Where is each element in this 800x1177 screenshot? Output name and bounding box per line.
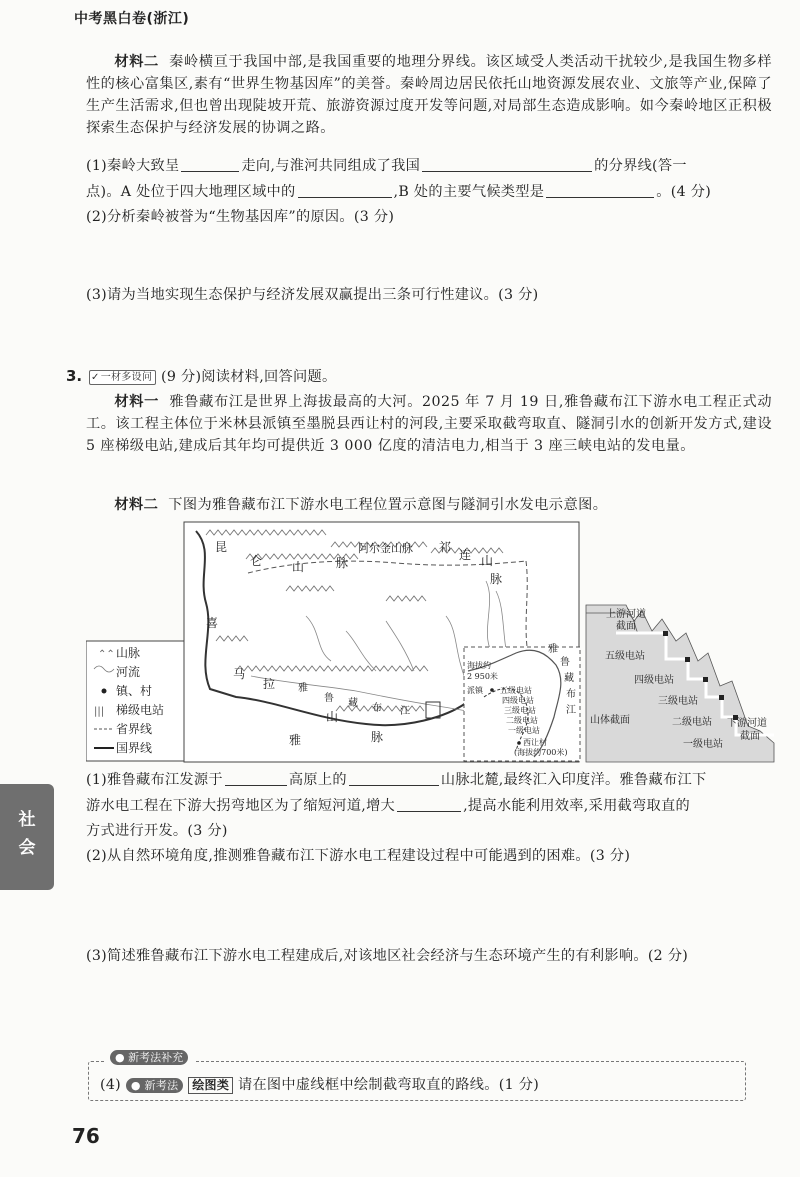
q2-sub1-line1 xyxy=(86,155,687,177)
label-lian: 连 xyxy=(459,548,472,562)
q3-blank-3[interactable] xyxy=(397,795,461,812)
inset-river-ya: 雅 xyxy=(548,644,558,655)
label-river-jiang: 江 xyxy=(400,706,410,717)
profile-station-4: 四级电站 xyxy=(634,675,674,686)
q3-sub2: (2)从自然环境角度,推测雅鲁藏布江下游水电工程建设过程中可能遇到的困难。(3 分) xyxy=(86,848,631,864)
q2-blank-1[interactable] xyxy=(181,155,239,172)
supplement-title xyxy=(104,1050,194,1065)
q3-sub1-text-a: (1)雅鲁藏布江发源于 xyxy=(86,772,223,788)
map-legend xyxy=(86,641,184,761)
mountain-symbol: ⌃⌃ xyxy=(98,649,115,660)
q3-number: 3. xyxy=(66,367,83,385)
inset-station-3: 三级电站 xyxy=(504,706,536,715)
label-kun: 昆 xyxy=(215,540,228,554)
q2-sub3: (3)请为当地实现生态保护与经济发展双赢提出三条可行性建议。(3 分) xyxy=(86,287,539,303)
drawing-type-box: 绘图类 xyxy=(188,1077,233,1094)
label-river-bu: 布 xyxy=(372,703,382,714)
q2-material2 xyxy=(86,51,772,139)
legend-border: 国界线 xyxy=(116,741,153,755)
label-xi: 喜 xyxy=(206,616,219,630)
q2-sub1-text-e: ,B 处的主要气候类型是 xyxy=(393,184,545,200)
q2-blank-2[interactable] xyxy=(422,155,592,172)
inset-map xyxy=(464,642,580,761)
station-symbol: ||| xyxy=(94,706,105,717)
inset-river-lu: 鲁 xyxy=(560,657,570,668)
subject-tab xyxy=(0,784,54,890)
inset-river-zang: 藏 xyxy=(564,673,574,684)
supplement-box xyxy=(88,1050,748,1104)
q2-material2-label: 材料二 xyxy=(114,54,159,70)
inset-station-1: 一级电站 xyxy=(508,726,540,735)
legend-station: 梯级电站 xyxy=(116,703,165,717)
inset-station-2: 二级电站 xyxy=(506,716,538,725)
profile-station-5: 五级电站 xyxy=(605,651,645,662)
q3-heading xyxy=(89,366,337,388)
q3-material1 xyxy=(86,391,772,457)
q2-sub1-text-a: (1)秦岭大致呈 xyxy=(86,158,180,174)
check-icon: ✓ xyxy=(91,372,100,383)
inset-alt1-a: 海拔约 xyxy=(467,661,491,670)
q2-material2-text: 秦岭横亘于我国中部,是我国重要的地理分界线。该区域受人类活动干扰较少,是我国生物多样性的核心富集区,素有“世界生物基因库”的美誉。秦岭周边居民依托山地资源发展农业、文旅等产业,保障了生产生活需求,但也曾出现陡坡开荒、旅游资源过度开发等问题,对局部生态造成影响。如今秦岭地区正积极探索生态保护与经济发展的协调之路。 xyxy=(86,54,773,136)
inset-paizhen: 派镇 xyxy=(467,686,483,695)
profile-station-2: 二级电站 xyxy=(672,717,712,728)
q2-blank-3[interactable] xyxy=(298,181,392,198)
legend-town: 镇、村 xyxy=(116,684,153,698)
q3-sub4-text: 请在图中虚线框中绘制截弯取直的路线。(1 分) xyxy=(237,1077,540,1093)
q3-material2-text: 下图为雅鲁藏布江下游水电工程位置示意图与隧洞引水发电示意图。 xyxy=(168,497,608,513)
label-mai-1: 脉 xyxy=(336,556,349,570)
legend-province: 省界线 xyxy=(116,722,153,736)
legend-mountain: 山脉 xyxy=(116,646,141,660)
profile-upstream-b: 截面 xyxy=(616,621,636,632)
q3-sub1-text-b: 高原上的 xyxy=(288,772,347,788)
label-ya: 雅 xyxy=(289,733,302,747)
q2-sub1-text-f: 。(4 分) xyxy=(656,184,712,200)
label-river-ya: 雅 xyxy=(298,683,308,694)
q3-sub1-line3: 方式进行开发。(3 分) xyxy=(86,823,228,839)
q3-sub3: (3)简述雅鲁藏布江下游水电工程建成后,对该地区社会经济与生态环境产生的有利影响。(2 分) xyxy=(86,948,689,964)
q3-sub1-line2 xyxy=(86,795,690,817)
tunnel-profile xyxy=(586,605,774,762)
label-shan-3: 山 xyxy=(326,710,339,724)
label-qi: 祁 xyxy=(439,540,452,554)
inset-river-jiang: 江 xyxy=(566,705,576,716)
subject-label: 社会 xyxy=(18,810,36,858)
q3-material1-label: 材料一 xyxy=(114,394,159,410)
profile-station-1: 一级电站 xyxy=(683,739,723,750)
book-title: 中考黑白卷(浙江) xyxy=(74,11,190,27)
label-lun: 仑 xyxy=(250,554,263,568)
q2-sub2: (2)分析秦岭被誉为“生物基因库”的原因。(3 分) xyxy=(86,209,395,225)
inset-alt1-b: 2 950米 xyxy=(467,672,498,681)
profile-station-3: 三级电站 xyxy=(658,696,698,707)
inset-xirang: 西让村 xyxy=(523,738,547,747)
q3-sub4 xyxy=(100,1074,539,1096)
figure-maps xyxy=(86,521,776,763)
inset-alt2: (海拔约700米) xyxy=(514,748,568,757)
label-shan-1: 山 xyxy=(292,560,305,574)
q3-sub1-text-d: 游水电工程在下游大拐弯地区为了缩短河道,增大 xyxy=(86,798,396,814)
new-method-pill: ● 新考法 xyxy=(126,1078,184,1093)
page-number: 76 xyxy=(72,1124,100,1148)
q2-blank-4[interactable] xyxy=(546,181,654,198)
q3-sub1-text-e: ,提高水能利用效率,采用截弯取直的 xyxy=(463,798,690,814)
profile-downstream-b: 截面 xyxy=(740,731,760,742)
q3-blank-2[interactable] xyxy=(349,769,439,786)
q3-material2 xyxy=(86,494,772,516)
inset-station-4: 四级电站 xyxy=(502,696,534,705)
label-river-lu: 鲁 xyxy=(324,693,334,704)
q3-intro: (9 分)阅读材料,回答问题。 xyxy=(161,369,337,385)
label-shan-2: 山 xyxy=(481,554,494,568)
q3-blank-1[interactable] xyxy=(225,769,287,786)
label-river-zang: 藏 xyxy=(348,698,358,709)
q3-sub1-line1 xyxy=(86,769,706,791)
label-mai-3: 脉 xyxy=(371,730,384,744)
q3-sub4-num: (4) xyxy=(100,1077,121,1093)
label-ma: 马 xyxy=(233,667,246,681)
inset-river-bu: 布 xyxy=(566,689,576,700)
label-mai-2: 脉 xyxy=(490,572,503,586)
q2-sub1-text-c: 的分界线(答一 xyxy=(594,158,687,174)
q3-sub1-text-c: 山脉北麓,最终汇入印度洋。雅鲁藏布江下 xyxy=(440,772,707,788)
supplement-pill: ● 新考法补充 xyxy=(110,1050,188,1065)
profile-upstream-a: 上游河道 xyxy=(606,609,646,620)
q3-material1-text: 雅鲁藏布江是世界上海拔最高的大河。2025 年 7 月 19 日,雅鲁藏布江下游水电工程正式动工。该工程主体位于米林县派镇至墨脱县西让村的河段,主要采取截弯取直、隧洞引水的创新开发方式,建设 5 座梯级电站,建成后其年均可提供近 3 000 亿度的清洁电力,相当于 3 座三峡电站的发电量。 xyxy=(86,394,772,454)
profile-mountain-label: 山体截面 xyxy=(590,715,630,726)
inset-station-5: 五级电站 xyxy=(500,686,532,695)
q2-sub1-line2 xyxy=(86,181,711,203)
label-altun: 阿尔金山脉 xyxy=(358,542,413,555)
q2-sub1-text-d: 点)。A 处位于四大地理区域中的 xyxy=(86,184,296,200)
legend-river: 河流 xyxy=(116,665,141,679)
label-la: 拉 xyxy=(263,677,276,691)
q3-tag: ✓一材多设问 xyxy=(89,370,156,385)
profile-downstream-a: 下游河道 xyxy=(727,718,767,729)
q3-material2-label: 材料二 xyxy=(114,497,159,513)
q2-sub1-text-b: 走向,与淮河共同组成了我国 xyxy=(241,158,421,174)
town-symbol xyxy=(102,689,107,694)
